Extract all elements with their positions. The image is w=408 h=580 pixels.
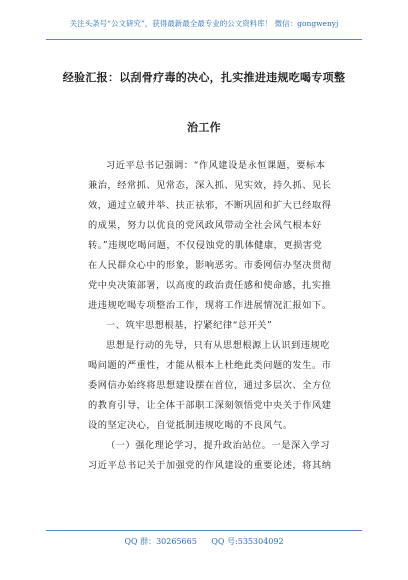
paragraph-line: 进违规吃喝专项整治工作，现将工作进展情况汇报如下。 [88, 300, 332, 311]
paragraph-line: 效，通过立破并举、扶正祛邪，不断巩固和扩大已经取得 [88, 200, 332, 211]
document-title: 经验汇报：以刮骨疗毒的决心，扎实推进违规吃喝专项整 [62, 71, 346, 84]
page-footer [0, 536, 408, 548]
paragraph-line: 转。”违规吃喝问题，不仅侵蚀党的肌体健康，更损害党 [88, 240, 323, 251]
paragraph-line: 思想是行动的先导，只有从思想根源上认识到违规吃 [106, 340, 330, 351]
document-title-continued: 治工作 [187, 121, 221, 134]
paragraph-line: 的成果，努力以优良的党风政风带动全社会风气根本好 [88, 220, 322, 231]
footer-divider [46, 530, 362, 531]
paragraph-line: 的教育引导，让全体干部职工深刻领悟党中央关于作风建 [88, 400, 332, 411]
paragraph-line: 在人民群众心中的形象，影响恶劣。市委网信办坚决贯彻 [88, 260, 332, 271]
footer-qq-number: QQ 号:535304092 [211, 537, 284, 546]
paragraph-line: 委网信办始终将思想建设摆在首位，通过多层次、全方位 [88, 380, 332, 391]
paragraph-line: 党中央决策部署，以高度的政治责任感和使命感，扎实推 [88, 280, 332, 291]
paragraph-line: 设的坚定决心，自觉抵制违规吃喝的不良风气。 [88, 420, 293, 431]
page-header: 关注头条号“公文研究”，获得最新最全最专业的公文资料库！ 微信：gongwenyj [69, 19, 339, 28]
header-divider [46, 39, 362, 40]
paragraph-line: 喝问题的严重性，才能从根本上杜绝此类问题的发生。市 [88, 360, 332, 371]
section-heading: 一、筑牢思想根基，拧紧纪律“总开关” [106, 320, 273, 331]
paragraph-line: 兼治，经常抓、见常态，深入抓、见实效，持久抓、见长 [88, 180, 332, 191]
footer-qq-group: QQ 群：30265665 [124, 537, 197, 546]
paragraph-line: 习近平总书记关于加强党的作风建设的重要论述，将其纳 [88, 460, 332, 471]
subsection-heading: （一）强化理论学习，提升政治站位。一是深入学习 [106, 440, 330, 451]
paragraph-line: 习近平总书记强调：“作风建设是永恒课题，要标本 [106, 160, 326, 171]
